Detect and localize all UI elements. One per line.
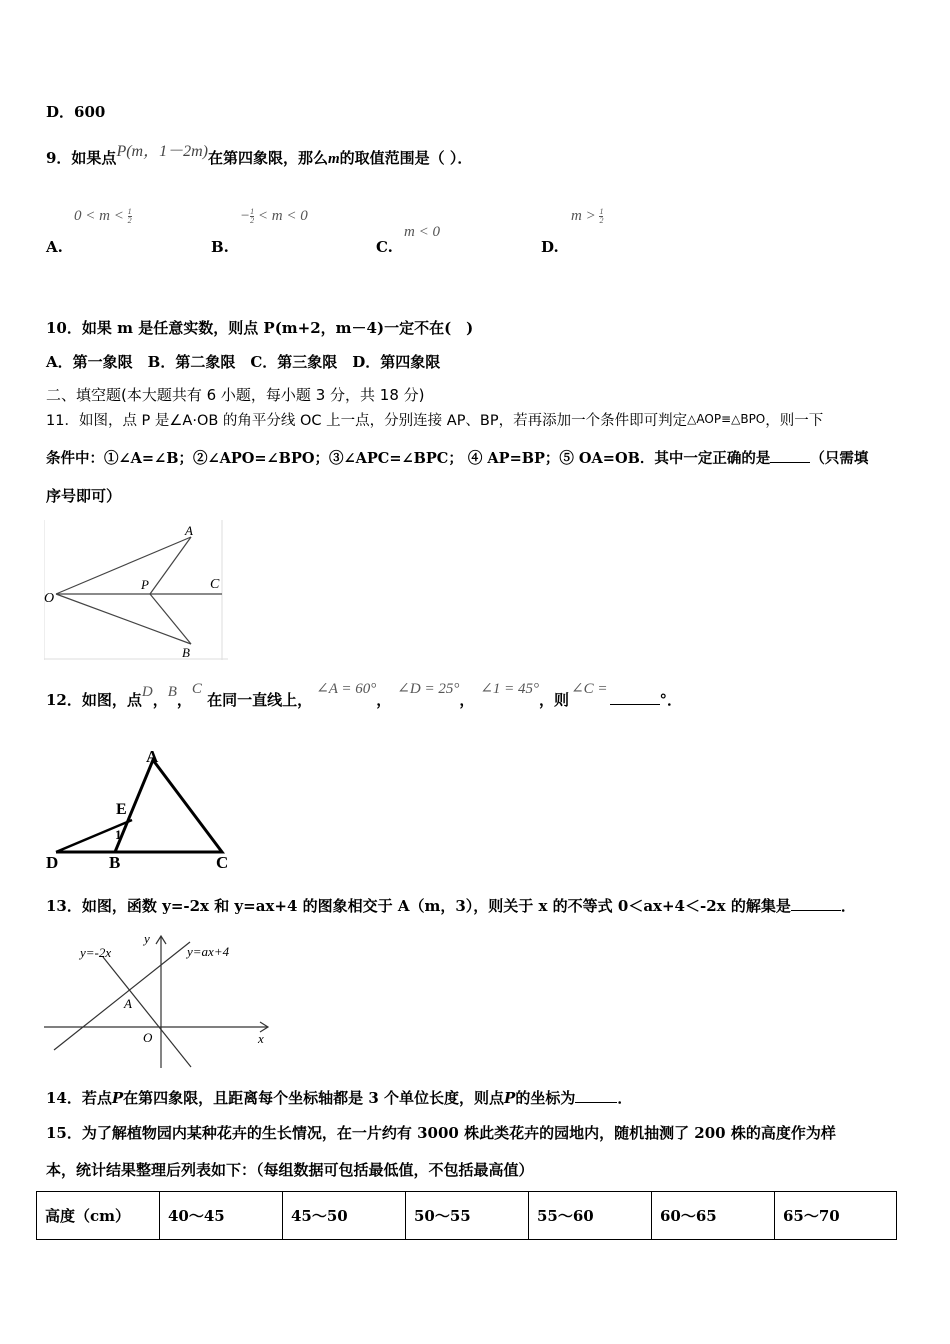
q8-option-d: D．600 — [46, 103, 106, 121]
q9-a-den: 2 — [127, 216, 132, 226]
q12-suffix: °． — [659, 691, 683, 709]
q9-point: P(m，1－2m) — [116, 143, 208, 160]
q12-label-e: E — [116, 801, 127, 818]
q9-d-frac — [599, 208, 603, 225]
q10-stem: 10．如果 m 是任意实数，则点 P(m+2，m－4)一定不在( ) — [46, 319, 474, 337]
q13-label-l2: y=ax+4 — [187, 944, 230, 959]
q12-label-1: 1 — [115, 827, 122, 842]
q9-b-left: − — [240, 208, 251, 224]
q12-cond-1: ∠A = 60° — [316, 681, 377, 697]
q11-label-c: C — [210, 577, 220, 592]
q13-label-y: y — [144, 931, 150, 946]
q9-b-num: 1 — [250, 207, 255, 217]
q11-line1 — [46, 411, 823, 431]
q12-point-b: B — [167, 684, 177, 700]
q15-line2: 本，统计结果整理后列表如下：（每组数据可包括最低值，不包括最高值） — [46, 1161, 534, 1179]
q12-figure — [46, 748, 236, 873]
q9-option-b-expr — [240, 208, 308, 225]
q9-option-a-expr — [74, 208, 132, 225]
q14-end: ． — [617, 1089, 633, 1107]
q13-label-x: x — [258, 1031, 264, 1046]
q14-prefix: 14．若点 — [46, 1089, 112, 1107]
q12-stem: 12．如图，点D，B，C 在同一直线上，∠A = 60°，∠D = 25°，∠1 = 45°，则∠C =°． — [46, 681, 683, 709]
q12-point-d: D — [141, 684, 153, 700]
q11-answer-blank[interactable] — [770, 448, 810, 463]
table-header-cell: 50～55 — [406, 1192, 529, 1240]
q13-suffix: ． — [840, 897, 856, 915]
q13-figure — [44, 930, 274, 1070]
q11-line1-c: ，则一下 — [765, 413, 824, 429]
q9-suffix: 的取值范围是（ ）． — [339, 149, 473, 167]
q9-b-right: < m < 0 — [257, 208, 308, 224]
q9-option-d-expr — [571, 208, 603, 225]
q15-table — [36, 1191, 897, 1240]
table-header-cell: 高度（cm） — [37, 1192, 160, 1240]
q10-options: A．第一象限 B．第二象限 C．第三象限 D．第四象限 — [46, 353, 441, 371]
q13-stem — [46, 896, 856, 916]
q13-label-l1: y=-2x — [80, 945, 112, 960]
table-header-cell: 65～70 — [775, 1192, 897, 1240]
q12-label-a: A — [146, 748, 159, 766]
q11-figure — [44, 520, 228, 660]
q9-prefix: 9．如果点 — [46, 149, 117, 167]
q9-d-num: 1 — [599, 207, 604, 217]
q14-stem — [46, 1088, 632, 1108]
q9-option-a-label: A. — [46, 238, 63, 256]
q12-cond-2: ∠D = 25° — [397, 681, 460, 697]
q12-answer-blank[interactable] — [610, 690, 660, 705]
q12-then: ，则 — [539, 691, 570, 709]
q14-answer-blank[interactable] — [575, 1088, 617, 1103]
q12-triangle-abc — [115, 760, 222, 852]
q12-prefix: 12．如图，点 — [46, 691, 142, 709]
q11-line3: 序号即可） — [46, 487, 122, 505]
q11-line2 — [46, 448, 868, 469]
table-header-cell: 60～65 — [652, 1192, 775, 1240]
q9-b-den: 2 — [250, 216, 255, 226]
section-title: 二、填空题(本大题共有 6 小题，每小题 3 分，共 18 分) — [46, 386, 425, 404]
table-header-cell: 45～50 — [283, 1192, 406, 1240]
q9-option-d-label: D. — [541, 238, 559, 256]
q9-d-left: m > — [571, 208, 596, 224]
q9-a-left: 0 < m < — [74, 208, 124, 224]
q13-label-o: O — [143, 1030, 153, 1045]
q12-label-c: C — [216, 853, 229, 872]
table-header-cell: 40～45 — [160, 1192, 283, 1240]
q12-cond-3: ∠1 = 45° — [480, 681, 540, 697]
q9-a-num: 1 — [127, 207, 132, 217]
q11-label-a: A — [185, 523, 193, 538]
q11-line2-end: （只需填 — [810, 450, 869, 467]
q11-line2-text: 条件中：①∠A=∠B；②∠APO=∠BPO；③∠APC=∠BPC； ④ AP=BP；⑤ OA=OB．其中一定正确的是 — [46, 450, 771, 467]
q9-stem — [46, 143, 473, 169]
q12-ask: ∠C = — [571, 681, 608, 697]
q12-label-b: B — [109, 853, 121, 872]
q9-option-c-label: C. — [376, 238, 393, 256]
q11-label-o: O — [44, 591, 55, 606]
q14-p2: P — [504, 1089, 516, 1107]
q9-option-b-label: B. — [211, 238, 229, 256]
q14-mid: 在第四象限，且距离每个坐标轴都是 3 个单位长度，则点 — [123, 1089, 505, 1107]
q13-text: 13．如图，函数 y=-2x 和 y=ax+4 的图象相交于 A（m，3），则关于 x 的不等式 0＜ax+4＜-2x 的解集是 — [46, 897, 791, 915]
table-header-cell: 55～60 — [529, 1192, 652, 1240]
q15-line1: 15．为了解植物园内某种花卉的生长情况，在一片约有 3000 株此类花卉的园地内，随机抽测了 200 株的高度作为样 — [46, 1124, 836, 1142]
q13-line-y-neg2x — [103, 957, 191, 1067]
q11-label-b: B — [182, 645, 190, 660]
q9-d-den: 2 — [599, 216, 604, 226]
q13-line-y-ax4 — [54, 942, 190, 1050]
q12-point-c: C — [191, 681, 202, 697]
q12-mid: 在同一直线上， — [207, 691, 313, 709]
q14-p1: P — [111, 1089, 124, 1107]
q14-suffix: 的坐标为 — [515, 1089, 576, 1107]
q11-line1-b: △AOP≡△BPO — [687, 412, 766, 426]
table-row — [37, 1192, 897, 1240]
q9-option-c-expr: m < 0 — [404, 224, 440, 240]
q13-answer-blank[interactable] — [791, 896, 841, 911]
q11-line1-a: 11．如图，点 P 是∠A·OB 的角平分线 OC 上一点，分别连接 AP、BP，若再添加一个条件即可判定 — [46, 413, 688, 429]
q12-label-d: D — [46, 853, 59, 872]
q11-label-p: P — [141, 577, 149, 592]
q13-label-a: A — [124, 996, 132, 1011]
q9-mid: 在第四象限，那么 — [207, 149, 328, 167]
q9-b-frac — [250, 208, 254, 225]
q9-a-frac — [128, 208, 132, 225]
q9-var: m — [328, 151, 340, 167]
